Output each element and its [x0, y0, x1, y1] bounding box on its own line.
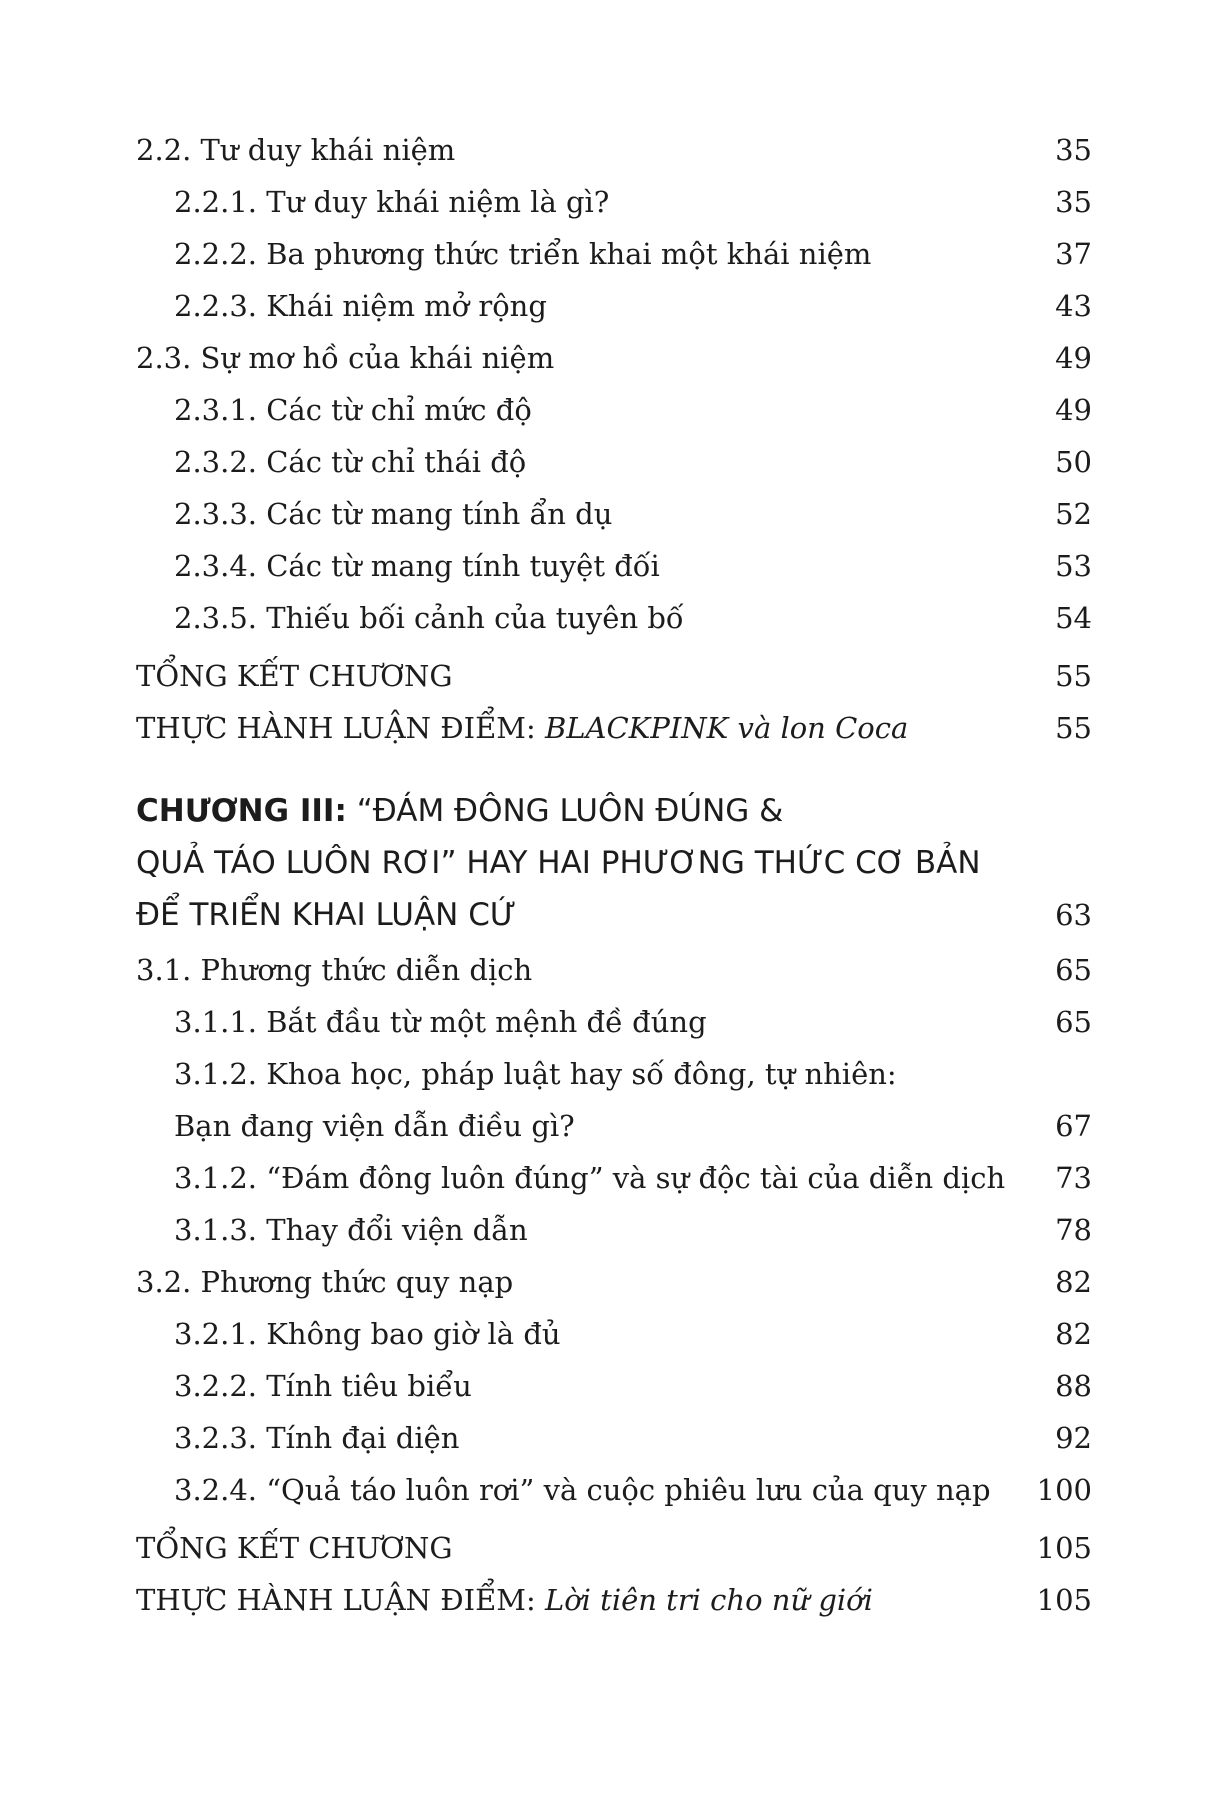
toc-page-number: 105 [1036, 1583, 1092, 1617]
toc-item-2-2-3[interactable] [136, 286, 1092, 326]
toc-page-number: 63 [1055, 898, 1092, 932]
toc-entry-label: Bạn đang viện dẫn điều gì? [174, 1109, 575, 1143]
toc-section-3-1[interactable] [136, 950, 1092, 990]
toc-item-2-2-1[interactable] [136, 182, 1092, 222]
toc-entry-label: 2.2. Tư duy khái niệm [136, 133, 456, 167]
toc-item-2-3-4[interactable] [136, 546, 1092, 586]
toc-entry-label: 2.2.2. Ba phương thức triển khai một khái niệm [174, 237, 872, 271]
chapter-number: CHƯƠNG III: [136, 793, 347, 829]
toc-entry-label: 3.1.1. Bắt đầu từ một mệnh đề đúng [174, 1005, 707, 1039]
toc-page-number: 82 [1055, 1317, 1092, 1351]
toc-page-number: 88 [1055, 1369, 1092, 1403]
toc-chapter-practice[interactable] [136, 1580, 1092, 1620]
toc-item-3-2-4[interactable] [136, 1470, 1092, 1510]
chapter-title-part: QUẢ TÁO LUÔN RƠI” HAY HAI PHƯƠNG THỨC CƠ BẢN [136, 845, 981, 881]
toc-page-number: 73 [1055, 1161, 1092, 1195]
toc-page-number: 55 [1055, 711, 1092, 745]
chapter-heading-line-3[interactable] [136, 895, 1092, 935]
toc-page-number: 65 [1055, 953, 1092, 987]
toc-page-number: 53 [1055, 549, 1092, 583]
toc-item-2-3-2[interactable] [136, 442, 1092, 482]
toc-entry-label [136, 1580, 873, 1620]
toc-page-number: 82 [1055, 1265, 1092, 1299]
toc-entry-label: 3.2.2. Tính tiêu biểu [174, 1369, 472, 1403]
toc-entry-label: 3.2.1. Không bao giờ là đủ [174, 1317, 561, 1351]
toc-page-number: 37 [1055, 237, 1092, 271]
toc-item-3-1-2-line-1[interactable] [136, 1054, 1092, 1094]
toc-entry-label: 2.3.5. Thiếu bối cảnh của tuyên bố [174, 601, 684, 635]
practice-title: BLACKPINK và lon Coca [544, 711, 909, 745]
toc-entry-label [136, 708, 908, 748]
toc-item-2-2-2[interactable] [136, 234, 1092, 274]
toc-entry-label: TỔNG KẾT CHƯƠNG [136, 1531, 453, 1565]
practice-prefix: THỰC HÀNH LUẬN ĐIỂM: [136, 711, 545, 745]
toc-page-number: 43 [1055, 289, 1092, 323]
chapter-heading-line-1[interactable] [136, 791, 1092, 831]
toc-item-2-3-5[interactable] [136, 598, 1092, 638]
toc-chapter-summary[interactable] [136, 656, 1092, 696]
toc-entry-label: 3.1.2. Khoa học, pháp luật hay số đông, tự nhiên: [174, 1057, 897, 1091]
toc-entry-label: 3.1.3. Thay đổi viện dẫn [174, 1213, 528, 1247]
toc-page-number: 100 [1036, 1473, 1092, 1507]
toc-entry-label: 2.3.1. Các từ chỉ mức độ [174, 393, 532, 427]
toc-entry-label: 2.2.3. Khái niệm mở rộng [174, 289, 547, 323]
toc-section-3-2[interactable] [136, 1262, 1092, 1302]
practice-prefix: THỰC HÀNH LUẬN ĐIỂM: [136, 1583, 545, 1617]
toc-page-number: 92 [1055, 1421, 1092, 1455]
chapter-heading-line-2[interactable] [136, 843, 1092, 883]
toc-item-3-1-3[interactable] [136, 1210, 1092, 1250]
toc-entry-label: 2.3.4. Các từ mang tính tuyệt đối [174, 549, 660, 583]
toc-item-2-3-1[interactable] [136, 390, 1092, 430]
toc-item-3-2-1[interactable] [136, 1314, 1092, 1354]
toc-item-2-3-3[interactable] [136, 494, 1092, 534]
toc-item-3-2-3[interactable] [136, 1418, 1092, 1458]
practice-title: Lời tiên tri cho nữ giới [544, 1583, 873, 1617]
toc-chapter-summary[interactable] [136, 1528, 1092, 1568]
toc-page-number: 52 [1055, 497, 1092, 531]
toc-entry-label: 3.2.4. “Quả táo luôn rơi” và cuộc phiêu lưu của quy nạp [174, 1473, 991, 1507]
toc-page-number: 55 [1055, 659, 1092, 693]
toc-entry-label: TỔNG KẾT CHƯƠNG [136, 659, 453, 693]
toc-item-3-1-2-line-2[interactable] [136, 1106, 1092, 1146]
toc-entry-label: 3.2. Phương thức quy nạp [136, 1265, 514, 1299]
toc-item-3-1-1[interactable] [136, 1002, 1092, 1042]
toc-section-2-3[interactable] [136, 338, 1092, 378]
toc-page-number: 65 [1055, 1005, 1092, 1039]
toc-item-3-1-2b[interactable] [136, 1158, 1092, 1198]
toc-entry-label: 2.3.2. Các từ chỉ thái độ [174, 445, 527, 479]
chapter-title-part: “ĐÁM ĐÔNG LUÔN ĐÚNG & [346, 793, 784, 829]
toc-page-number: 50 [1055, 445, 1092, 479]
toc-page-number: 35 [1055, 185, 1092, 219]
toc-entry-label: 3.1.2. “Đám đông luôn đúng” và sự độc tài của diễn dịch [174, 1161, 1006, 1195]
toc-entry-label: 2.2.1. Tư duy khái niệm là gì? [174, 185, 610, 219]
toc-page-number: 78 [1055, 1213, 1092, 1247]
toc-entry-label: 3.1. Phương thức diễn dịch [136, 953, 533, 987]
toc-entry-label: 3.2.3. Tính đại diện [174, 1421, 460, 1455]
toc-entry-label: 2.3. Sự mơ hồ của khái niệm [136, 341, 555, 375]
toc-page-number: 49 [1055, 393, 1092, 427]
toc-section-2-2[interactable] [136, 130, 1092, 170]
toc-page-number: 54 [1055, 601, 1092, 635]
toc-page-number: 105 [1036, 1531, 1092, 1565]
toc-page-number: 67 [1055, 1109, 1092, 1143]
toc-page-number: 49 [1055, 341, 1092, 375]
toc-page-number: 35 [1055, 133, 1092, 167]
chapter-title-part: ĐỂ TRIỂN KHAI LUẬN CỨ [136, 897, 517, 933]
toc-chapter-practice[interactable] [136, 708, 1092, 748]
toc-item-3-2-2[interactable] [136, 1366, 1092, 1406]
toc-entry-label: 2.3.3. Các từ mang tính ẩn dụ [174, 497, 613, 531]
